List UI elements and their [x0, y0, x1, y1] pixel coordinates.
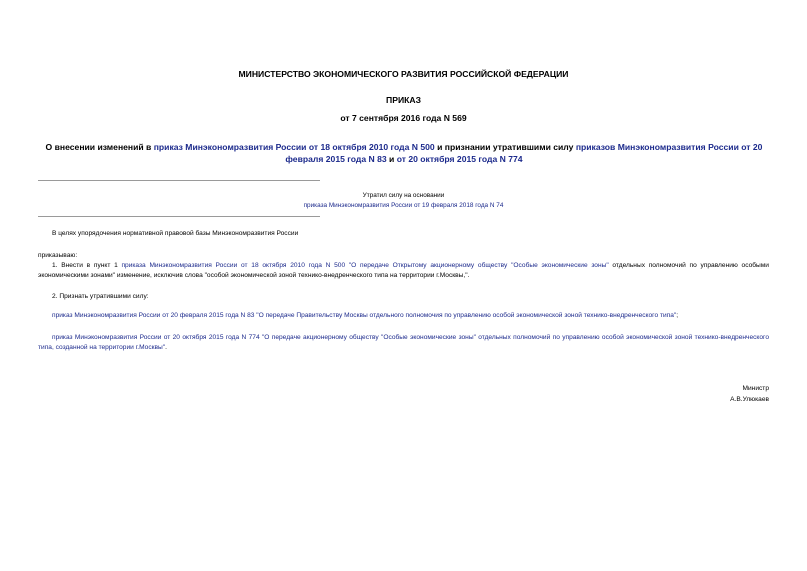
divider-top — [38, 180, 320, 181]
title-text-3: и — [386, 154, 397, 164]
item-1-suffix: отдельных полномочий по управлению особыми экономическими зонами" изменение, исключив слова "особой экономической зоной технико-внедренческого типа на территории г.Москвы,". — [38, 262, 769, 279]
document-title — [36, 141, 772, 165]
divider-bottom — [38, 216, 320, 217]
sub-item-2-link[interactable]: приказ Минэкономразвития России от 20 октября 2015 года N 774 "О передаче акционерному обществу "Особые экономические зоны" отдельных полномочий по управлению особой экономической зоной технико-внедренческого типа, созданной на территории г.Москвы" — [38, 334, 769, 351]
title-link-order-83[interactable]: приказов Минэкономразвития России от 20 февраля 2015 года N 83 — [285, 142, 763, 164]
signature-position: Министр — [742, 385, 769, 392]
signature-name: А.В.Улюкаев — [730, 396, 769, 403]
title-text-1: О внесении изменений в — [45, 142, 154, 152]
sub-item-2-paragraph — [38, 333, 769, 352]
title-link-order-774[interactable]: от 20 октября 2015 года N 774 — [396, 154, 523, 164]
item-2-paragraph: 2. Признать утратившими силу: — [52, 293, 149, 300]
title-link-order-500[interactable]: приказ Минэкономразвития России от 18 октября 2010 года N 500 — [153, 142, 435, 152]
item-1-prefix: 1. Внести в пункт 1 — [52, 262, 122, 269]
sub-item-1-paragraph — [52, 311, 678, 321]
sub-item-1-link[interactable]: приказ Минэкономразвития России от 20 февраля 2015 года N 83 "О передаче Правительству Москвы отдельного полномочия по управлению особой экономической зоной технико-внедренческого типа" — [52, 312, 677, 319]
title-text-2: и признании утратившими силу — [434, 142, 576, 152]
sub-item-2-suffix: . — [165, 343, 167, 351]
ministry-heading: МИНИСТЕРСТВО ЭКОНОМИЧЕСКОГО РАЗВИТИЯ РОССИЙСКОЙ ФЕДЕРАЦИИ — [238, 69, 569, 79]
item-1-link[interactable]: приказа Минэкономразвития России от 18 октября 2010 года N 500 "О передаче Открытому акционерному обществу "Особые экономические зоны" — [121, 262, 609, 269]
sub-item-1-suffix: ; — [676, 312, 679, 319]
status-note-link[interactable]: приказа Минэкономразвития России от 19 февраля 2018 года N 74 — [303, 202, 504, 209]
order-word: приказываю: — [38, 252, 78, 259]
intro-paragraph: В целях упорядочения нормативной правовой базы Минэкономразвития России — [52, 230, 299, 237]
item-1-paragraph — [38, 261, 769, 280]
date-number: от 7 сентября 2016 года N 569 — [340, 113, 467, 123]
status-note-line: Утратил силу на основании — [362, 192, 445, 199]
doc-type-heading: ПРИКАЗ — [386, 95, 421, 105]
